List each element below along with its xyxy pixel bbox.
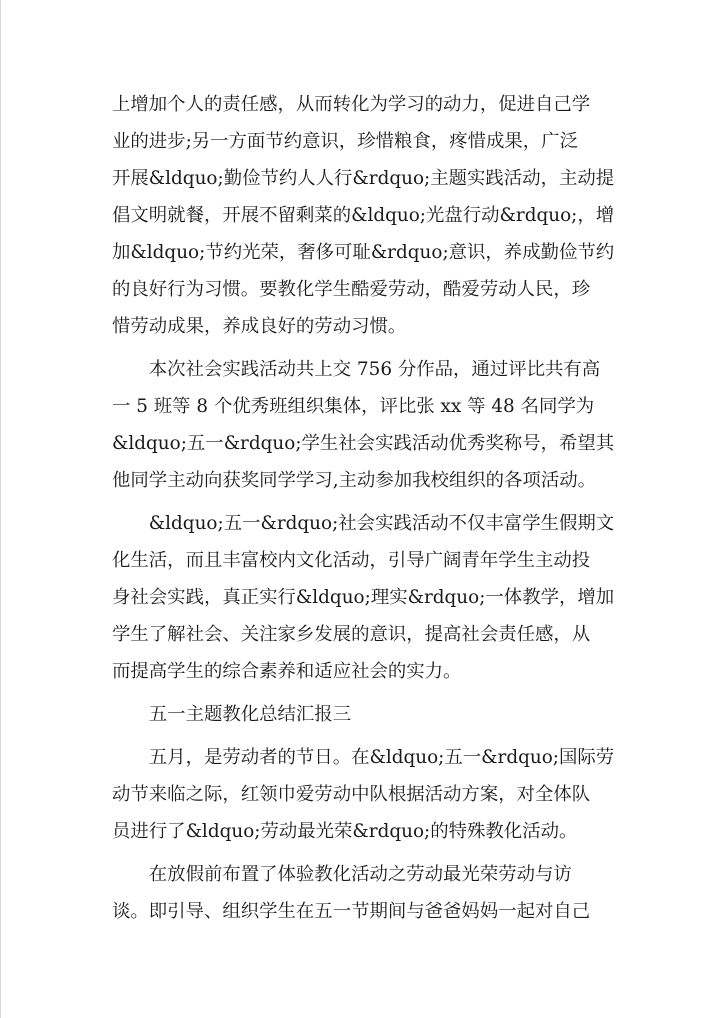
- text-line: 加&ldquo;节约光荣，奢侈可耻&rdquo;意识，养成勤俭节约: [112, 242, 615, 263]
- text-line: 惜劳动成果，养成良好的劳动习惯。: [112, 316, 407, 337]
- text-line: 学生了解社会、关注家乡发展的意识，提高社会责任感，从: [112, 624, 591, 645]
- paragraph: [112, 856, 612, 930]
- text-line: 在放假前布置了体验教化活动之劳动最光荣劳动与访: [112, 864, 572, 885]
- text-line: 员进行了&ldquo;劳动最光荣&rdquo;的特殊教化活动。: [112, 821, 578, 842]
- text-line: 而提高学生的综合素养和适应社会的实力。: [112, 661, 462, 682]
- text-line: 上增加个人的责任感，从而转化为学习的动力，促进自己学: [112, 94, 591, 115]
- text-line: 他同学主动向获奖同学学习,主动参加我校组织的各项活动。: [112, 470, 597, 491]
- text-line: 五一主题教化总结汇报三: [112, 704, 352, 725]
- text-line: &ldquo;五一&rdquo;学生社会实践活动优秀奖称号，希望其: [112, 433, 615, 454]
- text-line: 动节来临之际，红领巾爱劳动中队根据活动方案，对全体队: [112, 784, 591, 805]
- text-line: 化生活，而且丰富校内文化活动，引导广阔青年学生主动投: [112, 550, 591, 571]
- paragraph: [112, 86, 615, 345]
- paragraph: [112, 351, 615, 499]
- text-line: 倡文明就餐，开展不留剩菜的&ldquo;光盘行动&rdquo;，增: [112, 205, 615, 226]
- text-line: 一 5 班等 8 个优秀班组织集体，评比张 xx 等 48 名同学为: [112, 396, 595, 417]
- text-line: 业的进步;另一方面节约意识，珍惜粮食，疼惜成果，广泛: [112, 131, 578, 152]
- paragraph: [112, 696, 612, 733]
- text-line: 的良好行为习惯。要教化学生酷爱劳动，酷爱劳动人民，珍: [112, 279, 591, 300]
- text-line: 谈。即引导、组织学生在五一节期间与爸爸妈妈一起对自己: [112, 901, 591, 922]
- paragraph: [112, 739, 615, 850]
- text-line: 开展&ldquo;勤俭节约人人行&rdquo;主题实践活动，主动提: [112, 168, 615, 189]
- text-line: 五月，是劳动者的节日。在&ldquo;五一&rdquo;国际劳: [112, 747, 615, 768]
- text-line: 本次社会实践活动共上交 756 分作品，通过评比共有高: [112, 359, 601, 380]
- paragraph: [112, 505, 615, 690]
- body-text: [112, 86, 615, 930]
- page-left-edge: [0, 0, 1, 1018]
- text-line: &ldquo;五一&rdquo;社会实践活动不仅丰富学生假期文: [112, 513, 615, 534]
- text-line: 身社会实践，真正实行&ldquo;理实&rdquo;一体教学，增加: [112, 587, 615, 608]
